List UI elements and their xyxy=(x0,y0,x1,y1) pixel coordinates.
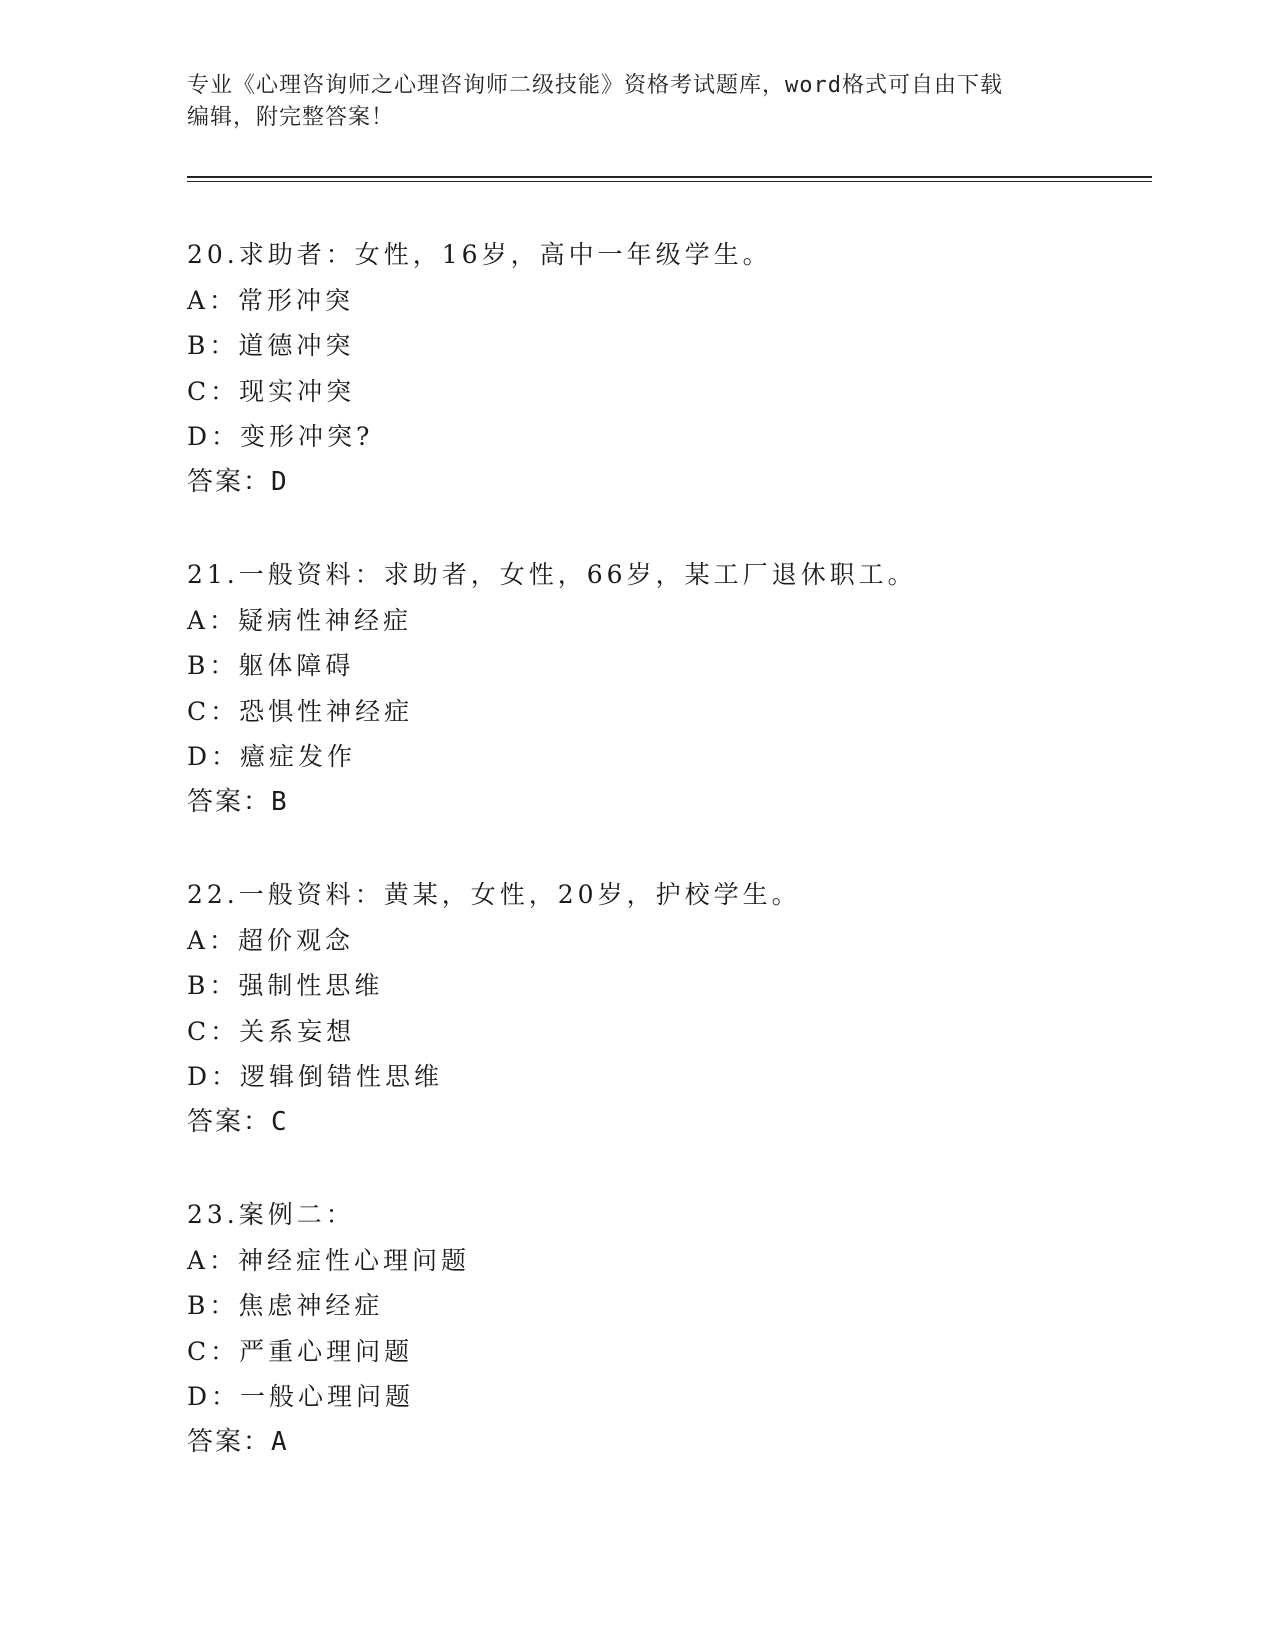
option-c: C：关系妄想 xyxy=(187,1016,356,1046)
answer-value: A xyxy=(271,1426,288,1457)
answer-label: 答案： xyxy=(187,786,272,817)
header-line-1: 专业《心理咨询师之心理咨询师二级技能》资格考试题库，word格式可自由下载 xyxy=(187,73,1003,98)
option-c: C：恐惧性神经症 xyxy=(187,696,414,726)
option-a: A：常形冲突 xyxy=(187,285,355,315)
option-a: A：超价观念 xyxy=(187,925,355,955)
question-stem: 21.一般资料：求助者，女性，66岁，某工厂退休职工。 xyxy=(187,560,917,589)
header-line-2: 编辑，附完整答案！ xyxy=(187,105,395,130)
header-divider-bottom xyxy=(187,181,1152,182)
option-c: C：现实冲突 xyxy=(187,376,356,406)
option-b: B：道德冲突 xyxy=(187,331,355,360)
question-23 xyxy=(187,1192,1147,1512)
answer-label: 答案： xyxy=(187,1426,272,1457)
option-d: D：癔症发作 xyxy=(187,742,357,771)
answer-line xyxy=(187,1420,1147,1466)
option-c: C：严重心理问题 xyxy=(187,1336,414,1366)
question-21 xyxy=(187,552,1147,872)
option-b: B：躯体障碍 xyxy=(187,651,355,680)
answer-value: D xyxy=(271,466,288,497)
question-list xyxy=(187,232,1147,1512)
answer-value: B xyxy=(271,786,288,817)
option-d: D：变形冲突? xyxy=(187,422,374,451)
question-stem: 20.求助者：女性，16岁，高中一年级学生。 xyxy=(187,240,772,269)
answer-line xyxy=(187,1100,1147,1146)
answer-line xyxy=(187,460,1147,506)
header-divider-top xyxy=(187,176,1152,178)
question-20 xyxy=(187,232,1147,552)
answer-line xyxy=(187,780,1147,826)
answer-value: C xyxy=(271,1106,288,1137)
option-b: B：焦虑神经症 xyxy=(187,1291,384,1320)
question-stem: 22.一般资料：黄某，女性，20岁，护校学生。 xyxy=(187,880,801,909)
answer-label: 答案： xyxy=(187,466,272,497)
option-d: D：逻辑倒错性思维 xyxy=(187,1062,444,1091)
answer-label: 答案： xyxy=(187,1106,272,1137)
option-b: B：强制性思维 xyxy=(187,971,384,1000)
question-stem: 23.案例二： xyxy=(187,1200,355,1229)
option-a: A：疑病性神经症 xyxy=(187,605,413,635)
document-header xyxy=(187,70,1087,134)
option-d: D：一般心理问题 xyxy=(187,1382,415,1411)
option-a: A：神经症性心理问题 xyxy=(187,1245,471,1275)
question-22 xyxy=(187,872,1147,1192)
